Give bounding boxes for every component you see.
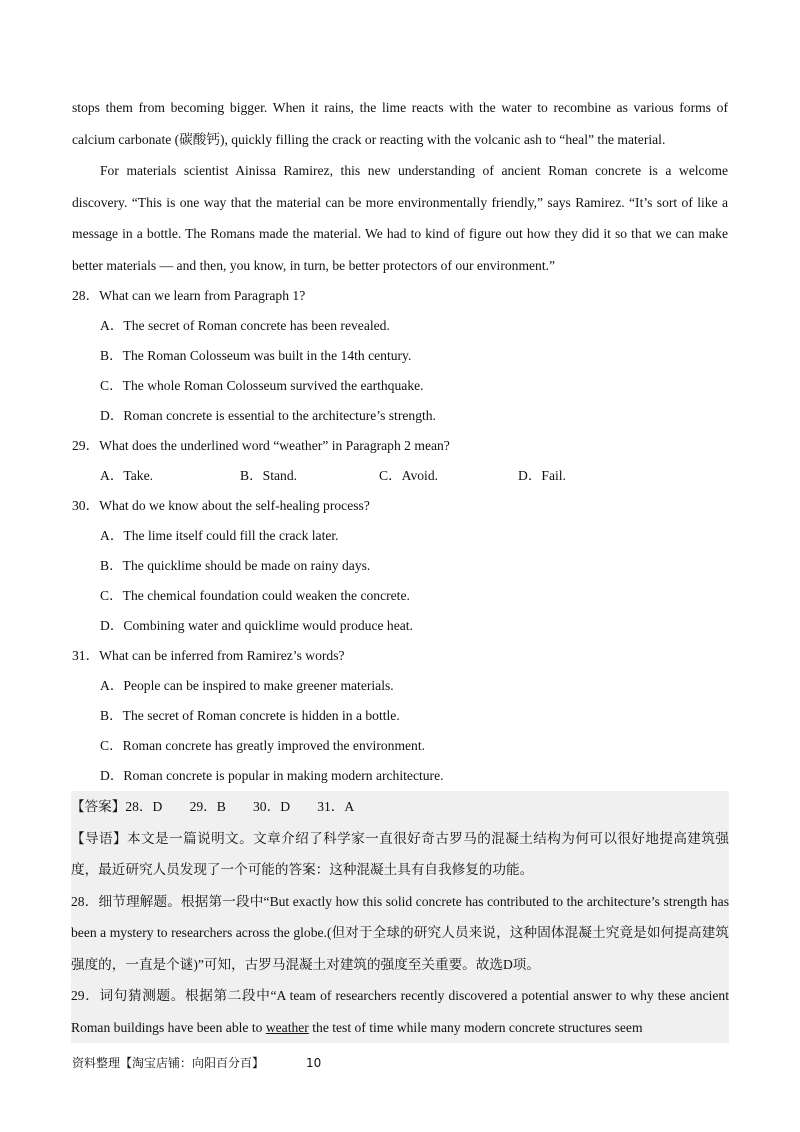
question-28	[72, 281, 728, 431]
passage-paragraph-1-continued: stops them from becoming bigger. When it rains, the lime reacts with the water to recombine as various forms of calcium carbonate (碳酸钙), quickly filling the crack or reacting with the volcanic ash to “heal” the material.	[72, 100, 728, 147]
option-a: A．People can be inspired to make greener materials.	[100, 678, 394, 693]
option-d: D．Combining water and quicklime would produce heat.	[100, 618, 413, 633]
option-b: B．Stand.	[240, 468, 298, 483]
question-29	[72, 431, 728, 491]
option-c: C．The chemical foundation could weaken the concrete.	[100, 588, 410, 603]
explanation-29-post: the test of time while many modern concrete structures seem	[308, 1019, 643, 1035]
document-page	[72, 92, 728, 1043]
question-stem: 29．What does the underlined word “weather” in Paragraph 2 mean?	[72, 438, 450, 453]
question-stem: 31．What can be inferred from Ramirez’s words?	[72, 648, 345, 663]
option-d: D．Roman concrete is essential to the architecture’s strength.	[100, 408, 436, 423]
answer-key: 【答案】28．D 29．B 30．D 31．A	[71, 799, 355, 814]
page-number: 10	[306, 1056, 322, 1070]
explanation-28: 28．细节理解题。根据第一段中“But exactly how this solid concrete has contributed to the architecture’s strength has been a mystery to researchers across the globe.(但对于全球的研究人员来说，这种固体混凝土究竟是如何提高建筑强度的，一直是个谜)”可知，古罗马混凝土对建筑的强度至关重要。故选D项。	[71, 893, 729, 972]
option-b: B．The quicklime should be made on rainy days.	[100, 558, 371, 573]
answer-intro: 【导语】本文是一篇说明文。文章介绍了科学家一直很好奇古罗马的混凝土结构为何可以很好地提高建筑强度，最近研究人员发现了一个可能的答案：这种混凝土具有自我修复的功能。	[71, 830, 729, 877]
question-stem: 28．What can we learn from Paragraph 1?	[72, 288, 306, 303]
option-c: C．Roman concrete has greatly improved the environment.	[100, 738, 426, 753]
question-31	[72, 641, 728, 791]
option-a: A．The lime itself could fill the crack later.	[100, 528, 339, 543]
option-a: A．Take.	[100, 468, 154, 483]
option-c: C．The whole Roman Colosseum survived the earthquake.	[100, 378, 424, 393]
passage-paragraph-ramirez: For materials scientist Ainissa Ramirez, this new understanding of ancient Roman concrete is a welcome discovery. “This is one way that the material can be more environmentally friendly,” says Ramirez. “It’s sort of like a message in a bottle. The Romans made the material. We had to kind of figure out how they did it so that we can make better materials — and then, you know, in turn, be better protectors of our environment.”	[72, 163, 728, 273]
explanation-29-pre: 29．词句猜测题。根据第二段中“A team of researchers recently discovered a potential answer to why these ancient Roman buildings have been able to	[71, 988, 729, 1035]
page-footer	[72, 1054, 321, 1071]
options-row	[100, 461, 728, 491]
underlined-word: weather	[265, 1019, 309, 1035]
option-d: D．Fail.	[518, 468, 566, 483]
question-30	[72, 491, 728, 641]
answer-section	[71, 791, 729, 1043]
option-d: D．Roman concrete is popular in making modern architecture.	[100, 768, 444, 783]
option-b: B．The secret of Roman concrete is hidden in a bottle.	[100, 708, 400, 723]
option-b: B．The Roman Colosseum was built in the 14th century.	[100, 348, 412, 363]
question-stem: 30．What do we know about the self-healing process?	[72, 498, 370, 513]
option-c: C．Avoid.	[379, 468, 439, 483]
explanation-29	[71, 980, 729, 1043]
option-a: A．The secret of Roman concrete has been revealed.	[100, 318, 390, 333]
footer-source: 资料整理【淘宝店铺：向阳百分百】	[72, 1056, 265, 1070]
